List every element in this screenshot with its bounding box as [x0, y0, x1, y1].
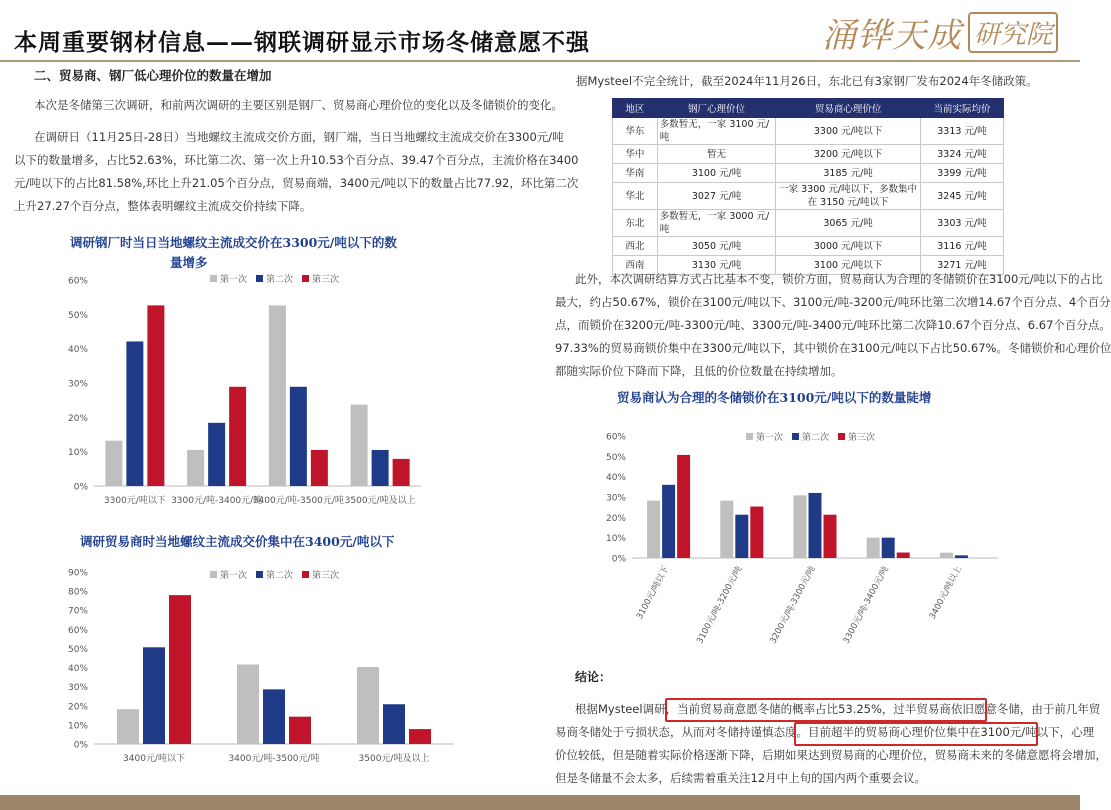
- page-title: 本周重要钢材信息——钢联调研显示市场冬储意愿不强: [14, 29, 590, 56]
- y-tick-label: 50%: [67, 644, 88, 655]
- text-line: 上升27.27个百分点，整体表明螺纹主流成交价持续下降。: [14, 199, 312, 213]
- x-tick-label: 3400元/吨-3500元/吨: [228, 754, 320, 764]
- y-tick-label: 10%: [67, 448, 88, 459]
- text-line: 本次是冬储第三次调研，和前两次调研的主要区别是钢厂、贸易商心理价位的变化以及冬储锁价的变化。: [34, 98, 563, 112]
- table-row: [613, 164, 1004, 183]
- highlight-box-trader-price: [794, 722, 1038, 746]
- y-tick-label: 40%: [605, 473, 626, 484]
- table-header-row: [613, 99, 1004, 118]
- td-trader-price: 3300 元/吨以下: [776, 118, 921, 145]
- bar-第二次: [809, 493, 822, 558]
- bar-第三次: [897, 553, 910, 558]
- x-tick-label: 3400元/吨以下: [123, 754, 185, 764]
- td-trader-price: 3100 元/吨以下: [776, 256, 921, 275]
- bar-第三次: [229, 387, 246, 486]
- td-actual-price: 3324 元/吨: [920, 145, 1003, 164]
- bar-第三次: [169, 595, 191, 744]
- chart2-trader-price: [62, 562, 482, 780]
- td-mill-price: 3050 元/吨: [657, 237, 776, 256]
- legend-label: 第二次: [266, 571, 294, 581]
- y-tick-label: 30%: [605, 493, 626, 504]
- x-tick-label: 3100元/吨-3200元/吨: [695, 564, 745, 646]
- chart1-title-line: 量增多: [170, 255, 208, 270]
- th-mill-price: 钢厂心理价位: [657, 99, 776, 118]
- legend-swatch: [792, 433, 799, 440]
- text-line: 最大，约占50.67%，锁价在3100元/吨以下、3100元/吨-3200元/吨环比第二次增14.67个百分点、4个百分: [555, 295, 1111, 309]
- y-tick-label: 80%: [67, 587, 88, 598]
- chart1-title-line: 调研钢厂时当日当地螺纹主流成交价在3300元/吨以下的数: [70, 235, 397, 250]
- footer-bar: [0, 795, 1080, 810]
- y-tick-label: 10%: [67, 721, 88, 732]
- td-mill-price: 多数暂无，一家 3100 元/吨: [657, 118, 776, 145]
- text-line: 但是冬储量不会太多，后续需着重关注12月中上旬的国内两个重要会议。: [555, 771, 927, 785]
- legend-swatch: [302, 275, 309, 282]
- bar-第一次: [720, 501, 733, 558]
- td-actual-price: 3116 元/吨: [920, 237, 1003, 256]
- winter-storage-policy-table: [612, 98, 1004, 275]
- bar-第一次: [105, 441, 122, 486]
- legend-swatch: [838, 433, 845, 440]
- td-trader-price: 3000 元/吨以下: [776, 237, 921, 256]
- td-region: 华中: [613, 145, 658, 164]
- bar-第三次: [750, 507, 763, 558]
- conclusion-title: 结论：: [575, 670, 612, 684]
- bar-第一次: [187, 450, 204, 486]
- y-tick-label: 60%: [605, 432, 626, 443]
- td-actual-price: 3271 元/吨: [920, 256, 1003, 275]
- text-line: 97.33%的贸易商锁价集中在3300元/吨以下，其中锁价在3100元/吨以下占比50.67%。冬储锁价和心理价位: [555, 341, 1111, 355]
- chart3-title: 贸易商认为合理的冬储锁价在3100元/吨以下的数量陡增: [617, 390, 932, 405]
- x-tick-label: 3300元/吨-3400元/吨: [171, 496, 263, 506]
- bar-第二次: [662, 485, 675, 558]
- legend-label: 第一次: [220, 275, 248, 285]
- bar-第三次: [289, 717, 311, 744]
- td-mill-price: 多数暂无，一家 3000 元/吨: [657, 210, 776, 237]
- logo-text: 涌铧天成: [821, 15, 962, 56]
- right-paragraph: [555, 268, 1111, 383]
- text-line: 点，而锁价在3200元/吨-3300元/吨、3300元/吨-3400元/吨环比第二次降10.67个百分点、6.67个百分点。: [555, 318, 1111, 332]
- bar-第一次: [647, 501, 660, 558]
- x-tick-label: 3200元/吨-3300元/吨: [768, 564, 818, 646]
- legend-label: 第三次: [848, 433, 876, 443]
- legend-label: 第三次: [312, 275, 340, 285]
- x-tick-label: 3400元/吨以上: [927, 564, 965, 622]
- bar-第三次: [393, 459, 410, 486]
- legend-label: 第三次: [312, 571, 340, 581]
- bar-第三次: [311, 450, 328, 486]
- text-line: 易商冬储处于亏损状态，从而对冬储持谨慎态度。目前超半的贸易商心理价位集中在3100元/吨以下，心理: [555, 725, 1095, 739]
- td-mill-price: 暂无: [657, 145, 776, 164]
- y-tick-label: 60%: [67, 625, 88, 636]
- bar-第二次: [208, 423, 225, 486]
- table-row: [613, 183, 1004, 210]
- bar-第二次: [882, 538, 895, 558]
- bar-第一次: [237, 664, 259, 744]
- th-actual-price: 当前实际均价: [920, 99, 1003, 118]
- td-region: 华北: [613, 183, 658, 210]
- legend-label: 第一次: [756, 433, 784, 443]
- text-line: 以下的数量增多，占比52.63%，环比第二次、第一次上升10.53个百分点、39.47个百分点，主流价格在3400: [14, 153, 579, 167]
- left-paragraph-1: [34, 94, 563, 117]
- text-line: 根据Mysteel调研，当前贸易商意愿冬储的概率占比53.25%，过半贸易商依旧愿意冬储，由于前几年贸: [575, 702, 1101, 716]
- x-tick-label: 3300元/吨以下: [103, 496, 166, 506]
- y-tick-label: 60%: [67, 276, 88, 287]
- table-row: [613, 145, 1004, 164]
- bar-第一次: [117, 709, 139, 744]
- bar-第二次: [383, 704, 405, 744]
- th-trader-price: 贸易商心理价位: [776, 99, 921, 118]
- y-tick-label: 0%: [73, 482, 88, 493]
- td-region: 西南: [613, 256, 658, 275]
- header-divider: [0, 60, 1080, 62]
- y-tick-label: 30%: [67, 379, 88, 390]
- td-region: 华东: [613, 118, 658, 145]
- bar-第一次: [940, 553, 953, 558]
- y-tick-label: 40%: [67, 345, 88, 356]
- chart1-steel-mill-price: [62, 268, 427, 516]
- y-tick-label: 90%: [67, 568, 88, 579]
- y-tick-label: 40%: [67, 664, 88, 675]
- y-tick-label: 0%: [611, 554, 626, 565]
- td-trader-price: 一家 3300 元/吨以下，多数集中在 3150 元/吨以下: [776, 183, 921, 210]
- right-intro: 据Mysteel不完全统计，截至2024年11月26日，东北已有3家钢厂发布2024年冬储政策。: [576, 74, 1038, 88]
- bar-第三次: [677, 455, 690, 558]
- x-tick-label: 3400元/吨-3500元/吨: [252, 496, 344, 506]
- td-mill-price: 3027 元/吨: [657, 183, 776, 210]
- chart2-title: 调研贸易商时当地螺纹主流成交价集中在3400元/吨以下: [80, 534, 395, 549]
- legend-swatch: [210, 275, 217, 282]
- bar-第二次: [143, 647, 165, 744]
- y-tick-label: 0%: [73, 740, 88, 751]
- th-region: 地区: [613, 99, 658, 118]
- x-tick-label: 3300元/吨-3400元/吨: [841, 564, 891, 646]
- legend-swatch: [256, 571, 263, 578]
- td-region: 西北: [613, 237, 658, 256]
- legend-swatch: [302, 571, 309, 578]
- td-trader-price: 3185 元/吨: [776, 164, 921, 183]
- table-row: [613, 237, 1004, 256]
- chart1-title: [70, 233, 420, 273]
- table-row: [613, 210, 1004, 237]
- text-line: 都随实际价位下降而下降，且低的价位数量在持续增加。: [555, 364, 843, 378]
- bar-第三次: [409, 729, 431, 744]
- y-tick-label: 30%: [67, 683, 88, 694]
- x-tick-label: 3100元/吨以下: [634, 564, 672, 622]
- page-header: [0, 0, 1080, 62]
- text-line: 在调研日（11月25日-28日）当地螺纹主流成交价方面，钢厂端，当日当地螺纹主流成交价在3300元/吨: [34, 130, 564, 144]
- table-row: [613, 118, 1004, 145]
- chart3-trader-lock-price: [598, 422, 1008, 654]
- td-trader-price: 3200 元/吨以下: [776, 145, 921, 164]
- bar-第二次: [126, 341, 143, 486]
- td-actual-price: 3399 元/吨: [920, 164, 1003, 183]
- y-tick-label: 20%: [605, 513, 626, 524]
- bar-第一次: [351, 405, 368, 486]
- td-trader-price: 3065 元/吨: [776, 210, 921, 237]
- x-tick-label: 3500元/吨及以上: [344, 496, 416, 506]
- bar-第一次: [269, 305, 286, 486]
- y-tick-label: 20%: [67, 413, 88, 424]
- td-mill-price: 3100 元/吨: [657, 164, 776, 183]
- legend-label: 第一次: [220, 571, 248, 581]
- bar-第一次: [357, 667, 379, 744]
- legend-swatch: [210, 571, 217, 578]
- text-line: 价位较低，但是随着实际价格逐渐下降，后期如果达到贸易商的心理价位，贸易商未来的冬储意愿将会增加，: [555, 748, 1107, 762]
- table-body: [613, 118, 1004, 275]
- bar-第二次: [263, 689, 285, 744]
- y-tick-label: 70%: [67, 606, 88, 617]
- bar-第三次: [147, 305, 164, 486]
- bar-第三次: [824, 515, 837, 558]
- y-tick-label: 50%: [67, 310, 88, 321]
- y-tick-label: 10%: [605, 534, 626, 545]
- td-region: 东北: [613, 210, 658, 237]
- td-mill-price: 3130 元/吨: [657, 256, 776, 275]
- legend-swatch: [746, 433, 753, 440]
- company-logo: [822, 10, 1058, 54]
- bar-第一次: [867, 538, 880, 558]
- bar-第二次: [372, 450, 389, 486]
- bar-第二次: [955, 555, 968, 558]
- text-line: 此外，本次调研结算方式占比基本不变，锁价方面，贸易商认为合理的冬储锁价在3100元/吨以下的占比: [575, 272, 1103, 286]
- td-actual-price: 3303 元/吨: [920, 210, 1003, 237]
- y-tick-label: 20%: [67, 702, 88, 713]
- section-title: 二、贸易商、钢厂低心理价位的数量在增加: [34, 68, 272, 83]
- left-paragraph-2: [14, 126, 579, 218]
- bar-第一次: [794, 495, 807, 558]
- text-line: 元/吨以下的占比81.58%,环比上升21.05个百分点，贸易商端，3400元/吨以下的数量占比77.92，环比第二次: [14, 176, 579, 190]
- td-region: 华南: [613, 164, 658, 183]
- legend-label: 第二次: [802, 433, 830, 443]
- td-actual-price: 3313 元/吨: [920, 118, 1003, 145]
- bar-第二次: [735, 515, 748, 558]
- legend-label: 第二次: [266, 275, 294, 285]
- y-tick-label: 50%: [605, 452, 626, 463]
- bar-第二次: [290, 387, 307, 486]
- legend-swatch: [256, 275, 263, 282]
- highlight-box-trader-willingness: [665, 698, 987, 722]
- logo-box-text: 研究院: [968, 12, 1058, 53]
- td-actual-price: 3245 元/吨: [920, 183, 1003, 210]
- x-tick-label: 3500元/吨及以上: [358, 754, 430, 764]
